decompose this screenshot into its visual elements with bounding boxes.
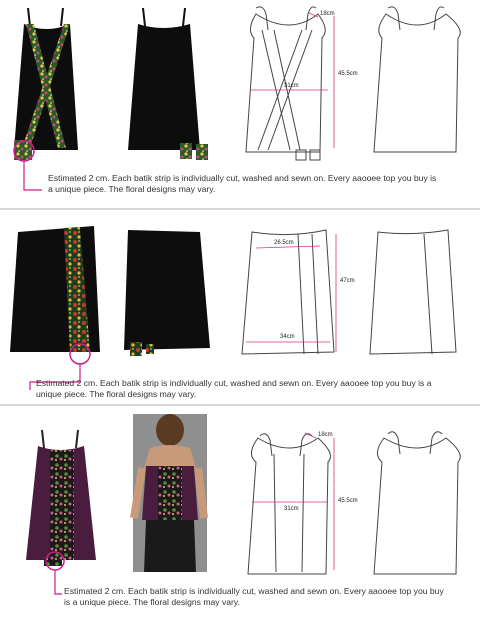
photo-camisole-back	[128, 8, 208, 160]
dimension-shoulder-label: 18cm	[318, 432, 333, 438]
batik-strip	[50, 450, 74, 560]
section-divider-1	[0, 208, 480, 210]
panel-2-graphics	[0, 212, 480, 402]
sketch-camisole-outline-3	[374, 432, 460, 574]
callout-leader-line	[55, 570, 62, 594]
product-panel-camisole-cross	[0, 0, 480, 205]
product-panel-camisole-purple	[0, 408, 480, 640]
dimension-lines-3	[252, 433, 334, 570]
photo-camisole-front	[14, 8, 78, 160]
photo-skirt-back	[124, 230, 210, 356]
dimension-shoulder-label: 18cm	[320, 11, 335, 17]
dimension-hem-label: 34cm	[280, 334, 295, 340]
dimension-width-label: 31cm	[284, 83, 299, 89]
dimension-length-label: 45.5cm	[338, 498, 358, 504]
sketch-skirt-outline	[370, 230, 456, 354]
callout-leader-line	[24, 161, 42, 190]
photo-skirt-front	[10, 226, 100, 352]
panel-1-caption: Estimated 2 cm. Each batik strip is individually cut, washed and sewn on. Every aaooee top you buy is a unique piece. The floral designs may vary.	[48, 173, 437, 194]
sketch-camisole-measured-3	[248, 434, 330, 574]
dimension-waist-label: 26.5cm	[274, 240, 294, 246]
dimension-length-label: 47cm	[340, 278, 355, 284]
sketch-camisole-outline	[374, 7, 460, 152]
section-divider-2	[0, 404, 480, 406]
product-panel-skirt	[0, 212, 480, 402]
dimension-length-label: 45.5cm	[338, 71, 358, 77]
panel-3-caption: Estimated 2 cm. Each batik strip is individually cut, washed and sewn on. Every aaooee top you buy is a unique piece. The floral designs may vary.	[64, 586, 444, 607]
dimension-width-label: 31cm	[284, 506, 299, 512]
photo-camisole-purple	[26, 430, 96, 566]
panel-2-caption: Estimated 2 cm. Each batik strip is individually cut, washed and sewn on. Every aaooee top you buy is a unique piece. The floral designs may vary.	[36, 378, 432, 399]
photo-model-back	[133, 414, 207, 572]
